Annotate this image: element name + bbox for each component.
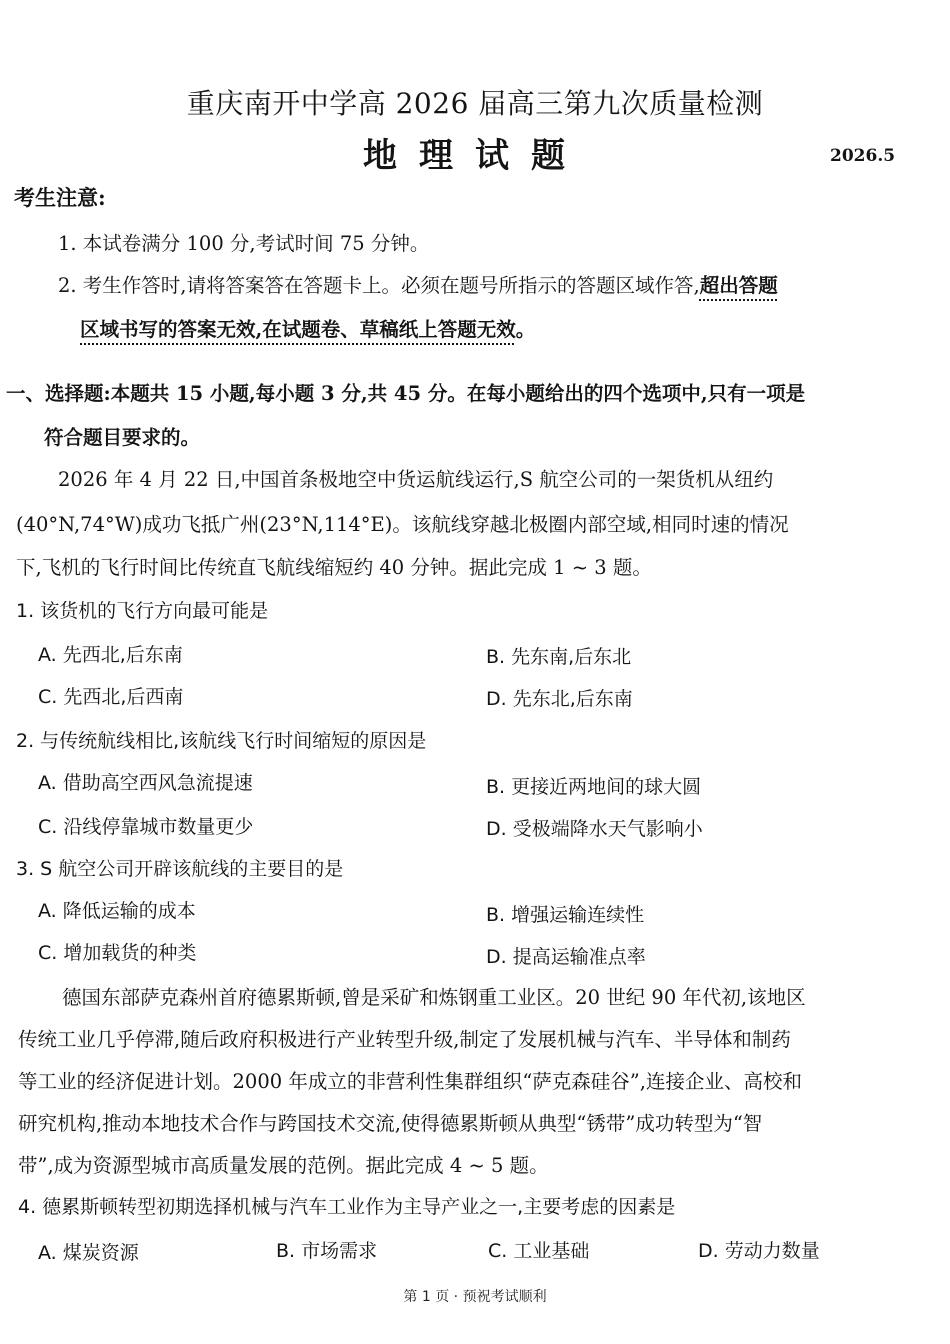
exam-date: 2026.5 xyxy=(830,146,896,166)
question-3-stem: 3. S 航空公司开辟该航线的主要目的是 xyxy=(16,858,344,880)
notice-item-2-plain: 2. 考生作答时,请将答案答在答题卡上。必须在题号所指示的答题区域作答, xyxy=(58,274,700,297)
notice-item-2-emphasis-start: 超出答题 xyxy=(699,274,778,297)
question-4-stem: 4. 德累斯顿转型初期选择机械与汽车工业作为主导产业之一,主要考虑的因素是 xyxy=(18,1196,676,1218)
notice-item-2-line-2 xyxy=(80,314,535,342)
question-1-stem: 1. 该货机的飞行方向最可能是 xyxy=(16,600,269,622)
question-1-option-a[interactable]: A. 先西北,后东南 xyxy=(38,644,183,666)
section-1-heading-line-1: 一、选择题:本题共 15 小题,每小题 3 分,共 45 分。在每小题给出的四个选项中,只有一项是 xyxy=(6,382,806,405)
question-4-option-b[interactable]: B. 市场需求 xyxy=(276,1240,378,1262)
section-1-heading-line-2: 符合题目要求的。 xyxy=(44,426,201,449)
question-3-option-b[interactable]: B. 增强运输连续性 xyxy=(486,904,645,926)
passage-2-line-2: 传统工业几乎停滞,随后政府积极进行产业转型升级,制定了发展机械与汽车、半导体和制药 xyxy=(18,1028,791,1051)
question-2-stem: 2. 与传统航线相比,该航线飞行时间缩短的原因是 xyxy=(16,730,427,752)
question-3-option-c[interactable]: C. 增加载货的种类 xyxy=(38,942,197,964)
passage-2-line-1: 德国东部萨克森州首府德累斯顿,曾是采矿和炼钢重工业区。20 世纪 90 年代初,该地区 xyxy=(62,986,806,1009)
passage-1-line-2: (40°N,74°W)成功飞抵广州(23°N,114°E)。该航线穿越北极圈内部空域,相同时速的情况 xyxy=(16,513,789,536)
notice-item-1: 1. 本试卷满分 100 分,考试时间 75 分钟。 xyxy=(58,232,430,255)
notice-heading: 考生注意: xyxy=(14,185,106,210)
notice-item-2-line-1 xyxy=(58,270,778,298)
question-2-option-b[interactable]: B. 更接近两地间的球大圆 xyxy=(486,776,702,798)
question-3-option-a[interactable]: A. 降低运输的成本 xyxy=(38,900,196,922)
passage-2-line-4: 研究机构,推动本地技术合作与跨国技术交流,使得德累斯顿从典型“锈带”成功转型为“智 xyxy=(18,1112,763,1135)
question-2-option-a[interactable]: A. 借助高空西风急流提速 xyxy=(38,772,253,794)
question-1-option-d[interactable]: D. 先东北,后东南 xyxy=(486,688,633,710)
question-2-option-c[interactable]: C. 沿线停靠城市数量更少 xyxy=(38,816,254,838)
question-3-option-d[interactable]: D. 提高运输准点率 xyxy=(486,946,646,968)
subject-title: 地理试题 xyxy=(363,136,587,176)
passage-2-line-5: 带”,成为资源型城市高质量发展的范例。据此完成 4 ~ 5 题。 xyxy=(18,1154,549,1177)
exam-title: 重庆南开中学高 2026 届高三第九次质量检测 xyxy=(186,87,764,120)
notice-item-2-emphasis-end: 区域书写的答案无效,在试题卷、草稿纸上答题无效 xyxy=(80,318,516,341)
passage-1-line-3: 下,飞机的飞行时间比传统直飞航线缩短约 40 分钟。据此完成 1 ~ 3 题。 xyxy=(16,556,652,579)
passage-1-line-1: 2026 年 4 月 22 日,中国首条极地空中货运航线运行,S 航空公司的一架货机从纽约 xyxy=(58,468,774,491)
question-1-option-c[interactable]: C. 先西北,后西南 xyxy=(38,686,184,708)
question-2-option-d[interactable]: D. 受极端降水天气影响小 xyxy=(486,818,703,840)
question-1-option-b[interactable]: B. 先东南,后东北 xyxy=(486,646,632,668)
page-footer: 第 1 页 · 预祝考试顺利 xyxy=(403,1289,547,1305)
question-4-option-c[interactable]: C. 工业基础 xyxy=(488,1240,590,1262)
notice-item-2-period: 。 xyxy=(515,318,536,341)
question-4-option-a[interactable]: A. 煤炭资源 xyxy=(38,1242,139,1264)
passage-2-line-3: 等工业的经济促进计划。2000 年成立的非营利性集群组织“萨克森硅谷”,连接企业、高校和 xyxy=(18,1070,802,1093)
question-4-option-d[interactable]: D. 劳动力数量 xyxy=(698,1240,820,1262)
